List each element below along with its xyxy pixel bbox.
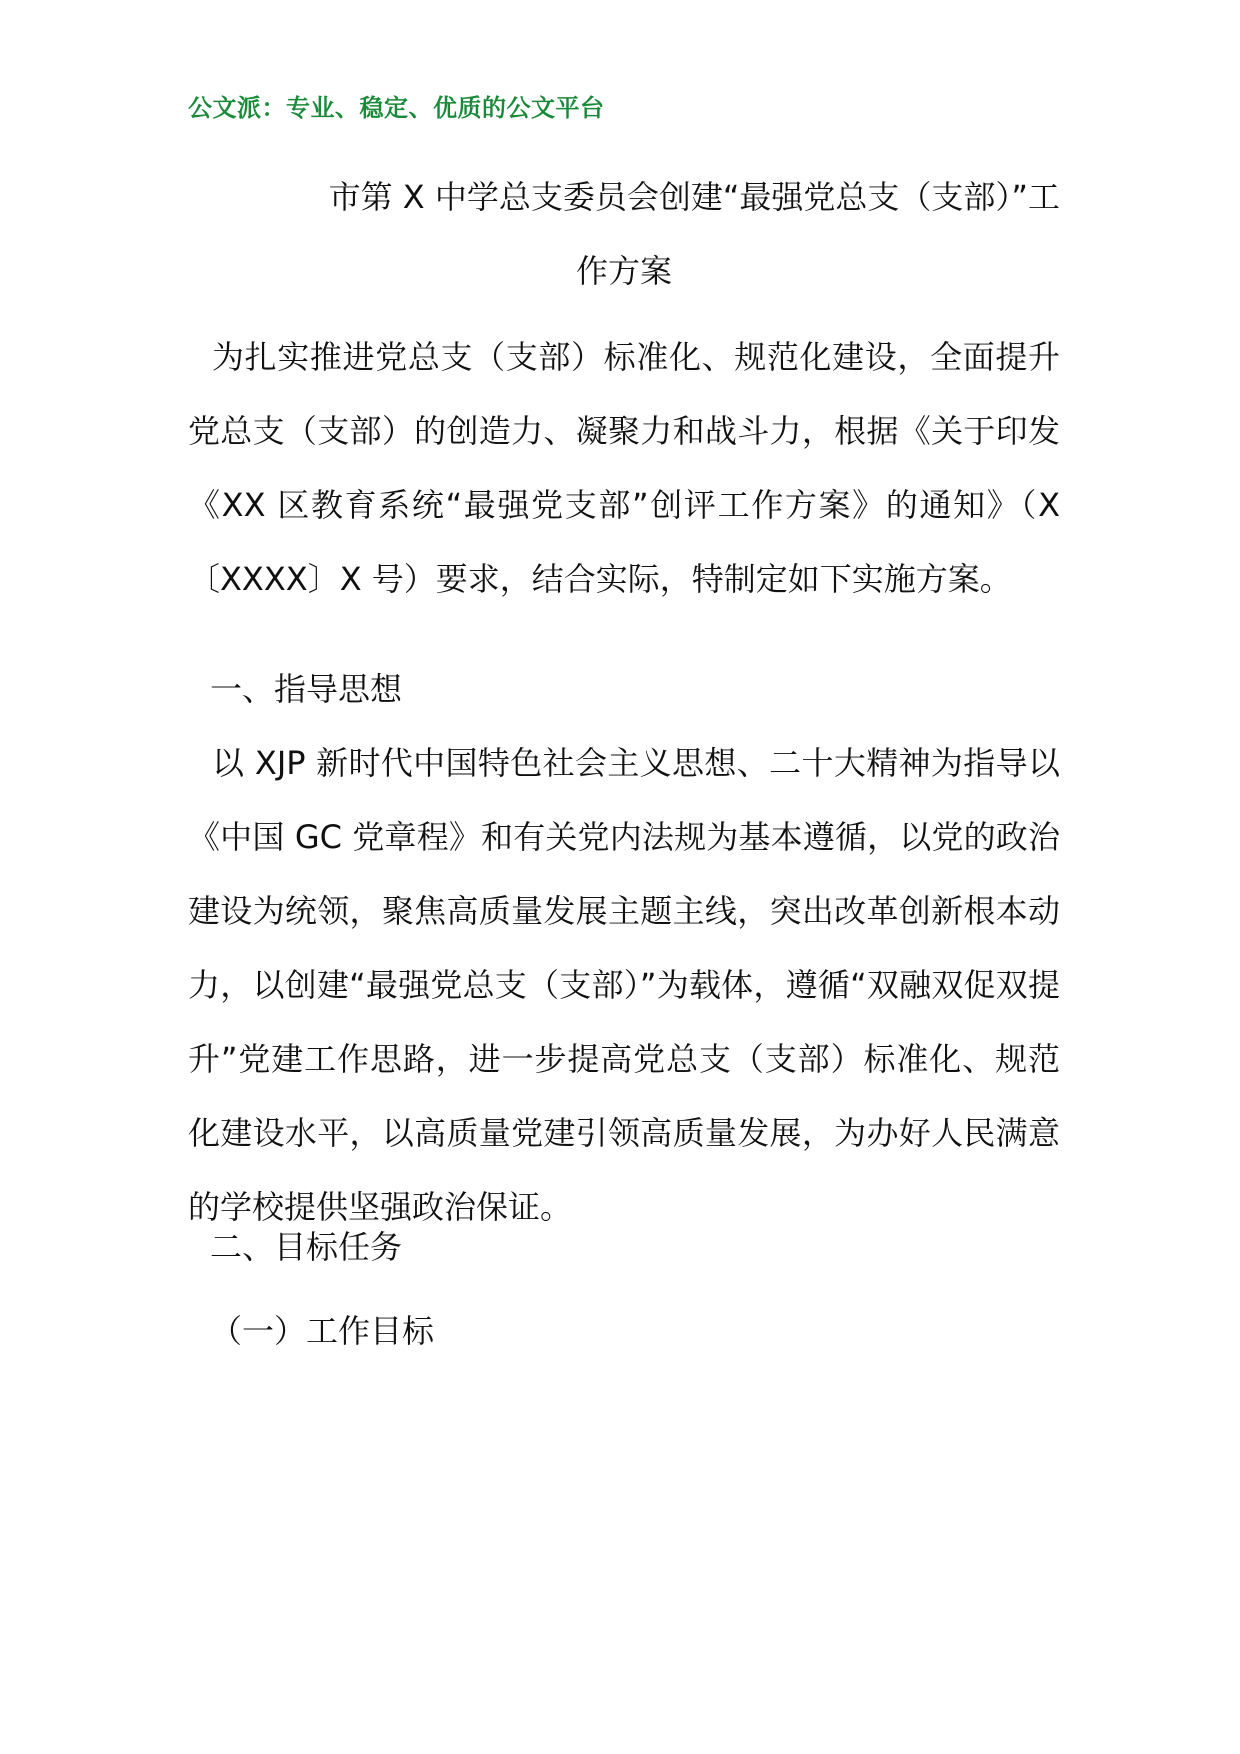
section-1-heading-block	[188, 652, 1060, 726]
title-line-1: 市第 X 中学总支委员会创建“最强党总支（支部）”工	[328, 178, 1060, 216]
section-2-heading: 二、目标任务	[210, 1228, 403, 1266]
brand-header: 公文派：专业、稳定、优质的公文平台	[188, 94, 605, 122]
subsection-1-heading-block	[188, 1294, 1060, 1368]
title-line-2: 作方案	[575, 252, 672, 290]
section-1-body-block	[188, 726, 1060, 1244]
intro-paragraph-block	[188, 320, 1060, 616]
section-2-heading-block	[188, 1210, 1060, 1284]
section-1-body: 以 XJP 新时代中国特色社会主义思想、二十大精神为指导以《中国 GC 党章程》和有关党内法规为基本遵循，以党的政治建设为统领，聚焦高质量发展主题主线，突出改革创新根本动力，以创建“最强党总支（支部）”为载体，遵循“双融双促双提升”党建工作思路，进一步提高党总支（支部）标准化、规范化建设水平，以高质量党建引领高质量发展，为办好人民满意的学校提供坚强政治保证。	[188, 744, 1060, 1226]
section-1-heading: 一、指导思想	[210, 670, 403, 708]
subsection-1-heading: （一）工作目标	[210, 1312, 435, 1350]
intro-paragraph: 为扎实推进党总支（支部）标准化、规范化建设，全面提升党总支（支部）的创造力、凝聚力和战斗力，根据《关于印发《XX 区教育系统“最强党支部”创评工作方案》的通知》（X〔XXXX〕X 号）要求，结合实际，特制定如下实施方案。	[188, 338, 1060, 598]
document-title	[188, 160, 1060, 308]
